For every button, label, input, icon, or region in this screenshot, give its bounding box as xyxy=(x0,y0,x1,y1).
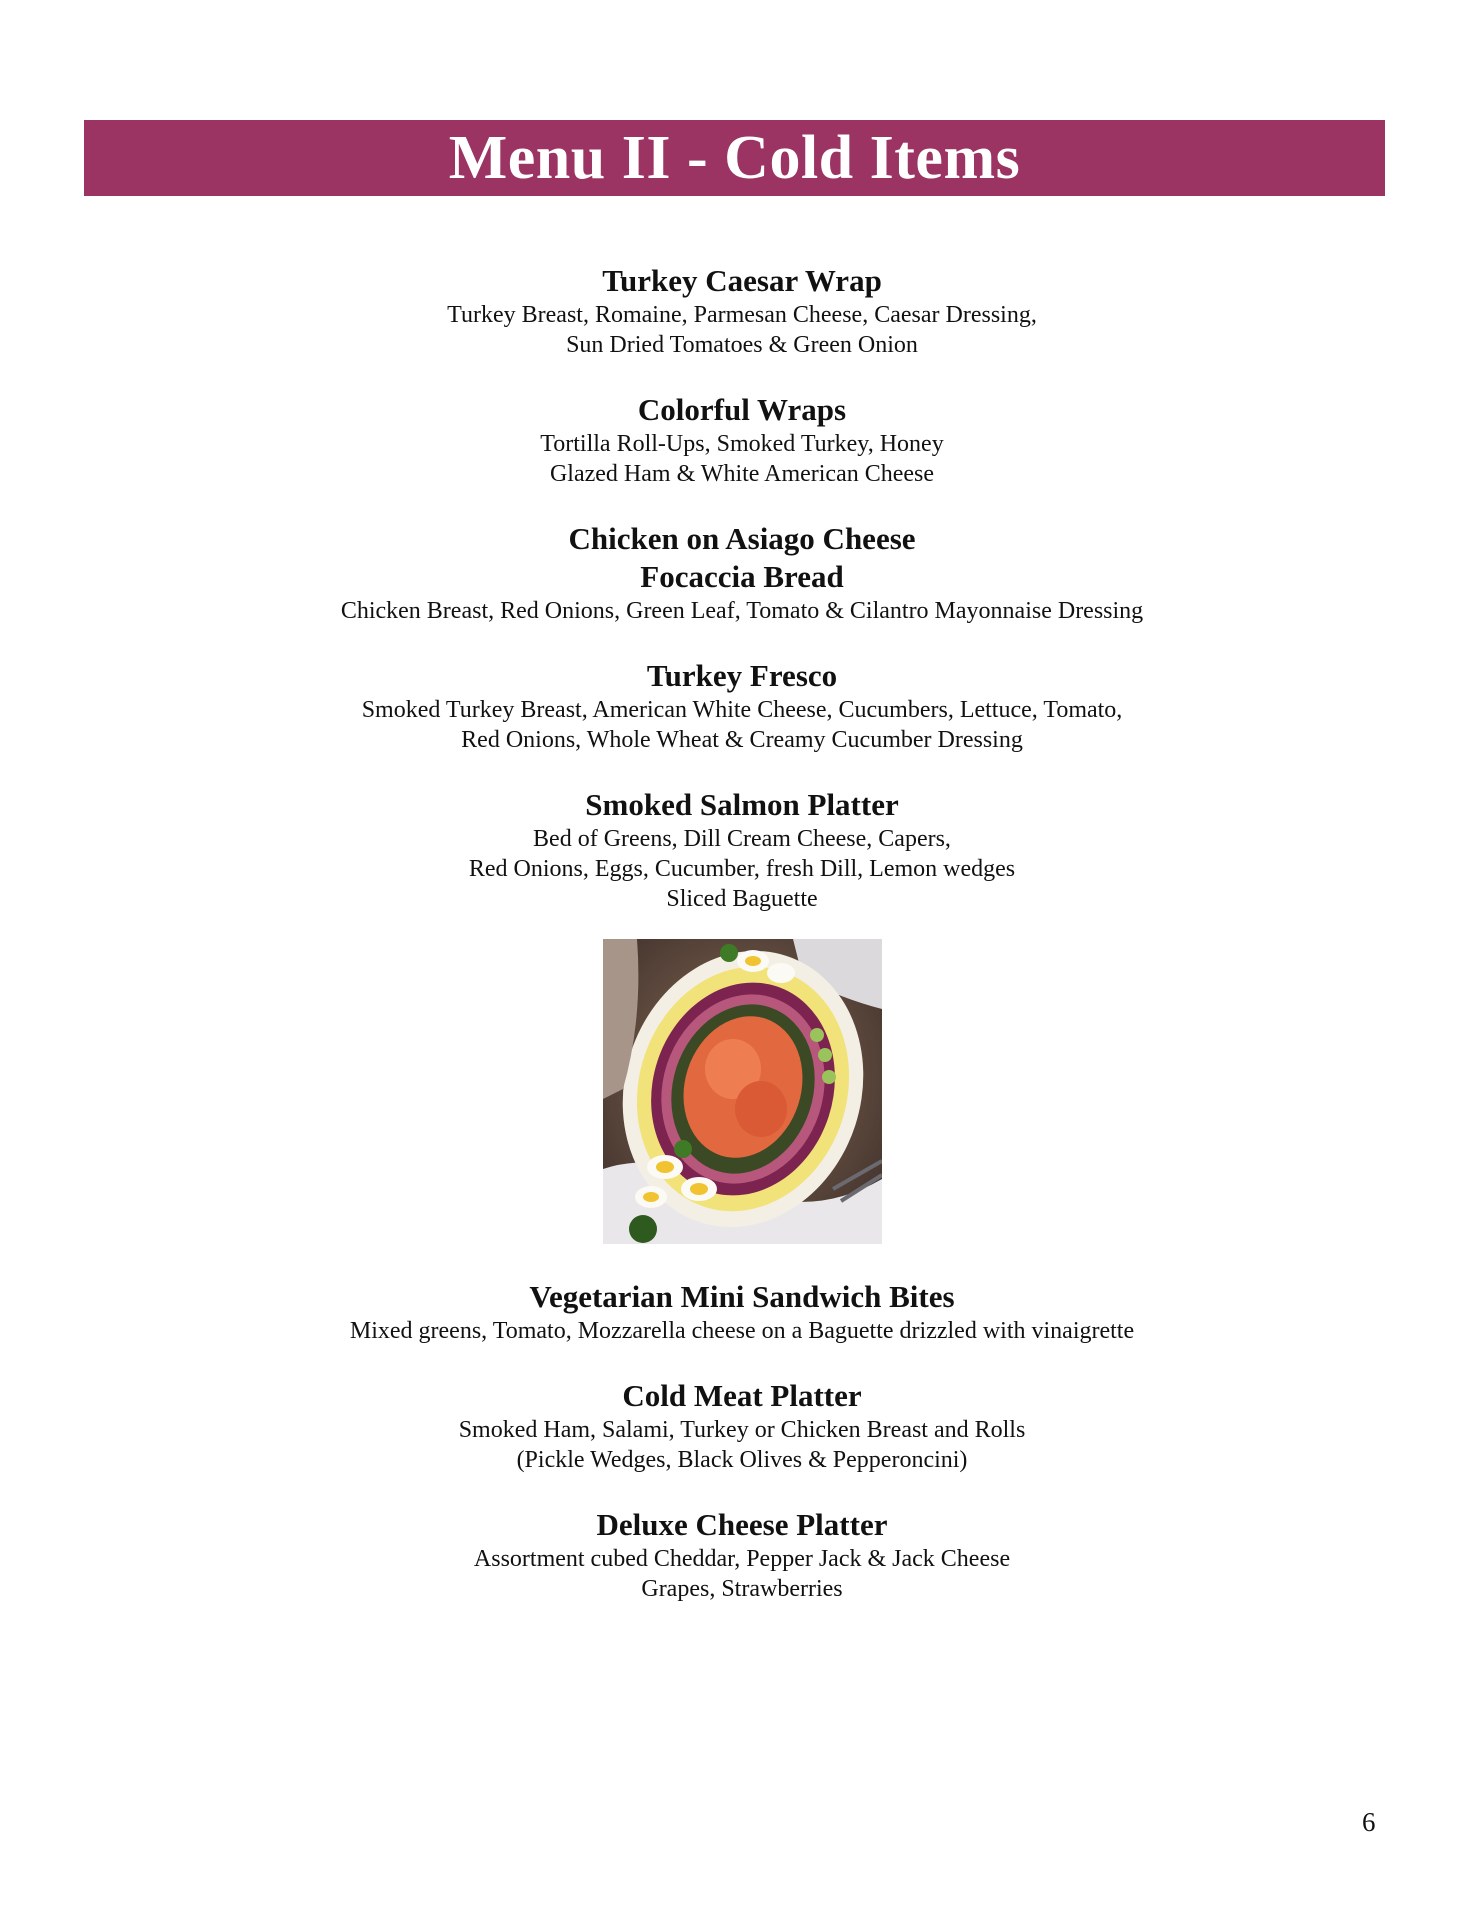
menu-item-cold-meat-platter xyxy=(0,1377,1484,1475)
item-name: Smoked Salmon Platter xyxy=(585,787,899,822)
item-description: Sun Dried Tomatoes & Green Onion xyxy=(566,332,918,358)
item-name: Turkey Fresco xyxy=(646,658,838,693)
page-number: 6 xyxy=(1362,1807,1376,1837)
item-description: Tortilla Roll-Ups, Smoked Turkey, Honey xyxy=(540,431,944,457)
smoked-salmon-platter-photo xyxy=(603,939,882,1244)
menu-item-smoked-salmon-platter xyxy=(0,786,1484,914)
item-name: Cold Meat Platter xyxy=(622,1378,862,1413)
menu-list xyxy=(0,262,1484,1635)
item-description: Smoked Ham, Salami, Turkey or Chicken Breast and Rolls xyxy=(458,1417,1026,1443)
menu-item-chicken-asiago-focaccia xyxy=(0,520,1484,626)
item-description: Bed of Greens, Dill Cream Cheese, Capers, xyxy=(533,826,951,852)
item-description: Glazed Ham & White American Cheese xyxy=(549,461,935,487)
item-description: (Pickle Wedges, Black Olives & Pepperoncini) xyxy=(516,1447,968,1473)
item-name: Deluxe Cheese Platter xyxy=(596,1507,888,1542)
menu-item-colorful-wraps xyxy=(0,391,1484,489)
item-description: Mixed greens, Tomato, Mozzarella cheese on a Baguette drizzled with vinaigrette xyxy=(349,1318,1135,1344)
item-description: Smoked Turkey Breast, American White Cheese, Cucumbers, Lettuce, Tomato, xyxy=(361,697,1123,723)
menu-item-vegetarian-mini-sandwich-bites xyxy=(0,1278,1484,1346)
item-description: Grapes, Strawberries xyxy=(641,1576,843,1602)
item-description: Assortment cubed Cheddar, Pepper Jack & Jack Cheese xyxy=(473,1546,1011,1572)
page-title: Menu II - Cold Items xyxy=(448,124,1021,192)
menu-item-turkey-fresco xyxy=(0,657,1484,755)
item-description: Red Onions, Eggs, Cucumber, fresh Dill, Lemon wedges xyxy=(468,856,1016,882)
item-description: Turkey Breast, Romaine, Parmesan Cheese, Caesar Dressing, xyxy=(447,302,1037,328)
menu-item-deluxe-cheese-platter xyxy=(0,1506,1484,1604)
item-description: Chicken Breast, Red Onions, Green Leaf, Tomato & Cilantro Mayonnaise Dressing xyxy=(340,598,1144,624)
menu-item-turkey-caesar-wrap xyxy=(0,262,1484,360)
item-description: Red Onions, Whole Wheat & Creamy Cucumber Dressing xyxy=(461,727,1023,753)
item-name: Chicken on Asiago Cheese xyxy=(568,521,916,556)
item-name: Vegetarian Mini Sandwich Bites xyxy=(529,1279,955,1314)
item-name-line-2: Focaccia Bread xyxy=(640,559,844,594)
item-name: Colorful Wraps xyxy=(637,392,847,427)
platter-image-icon xyxy=(603,939,882,1244)
title-banner xyxy=(84,120,1385,196)
item-name: Turkey Caesar Wrap xyxy=(602,263,882,298)
item-description: Sliced Baguette xyxy=(666,886,818,912)
